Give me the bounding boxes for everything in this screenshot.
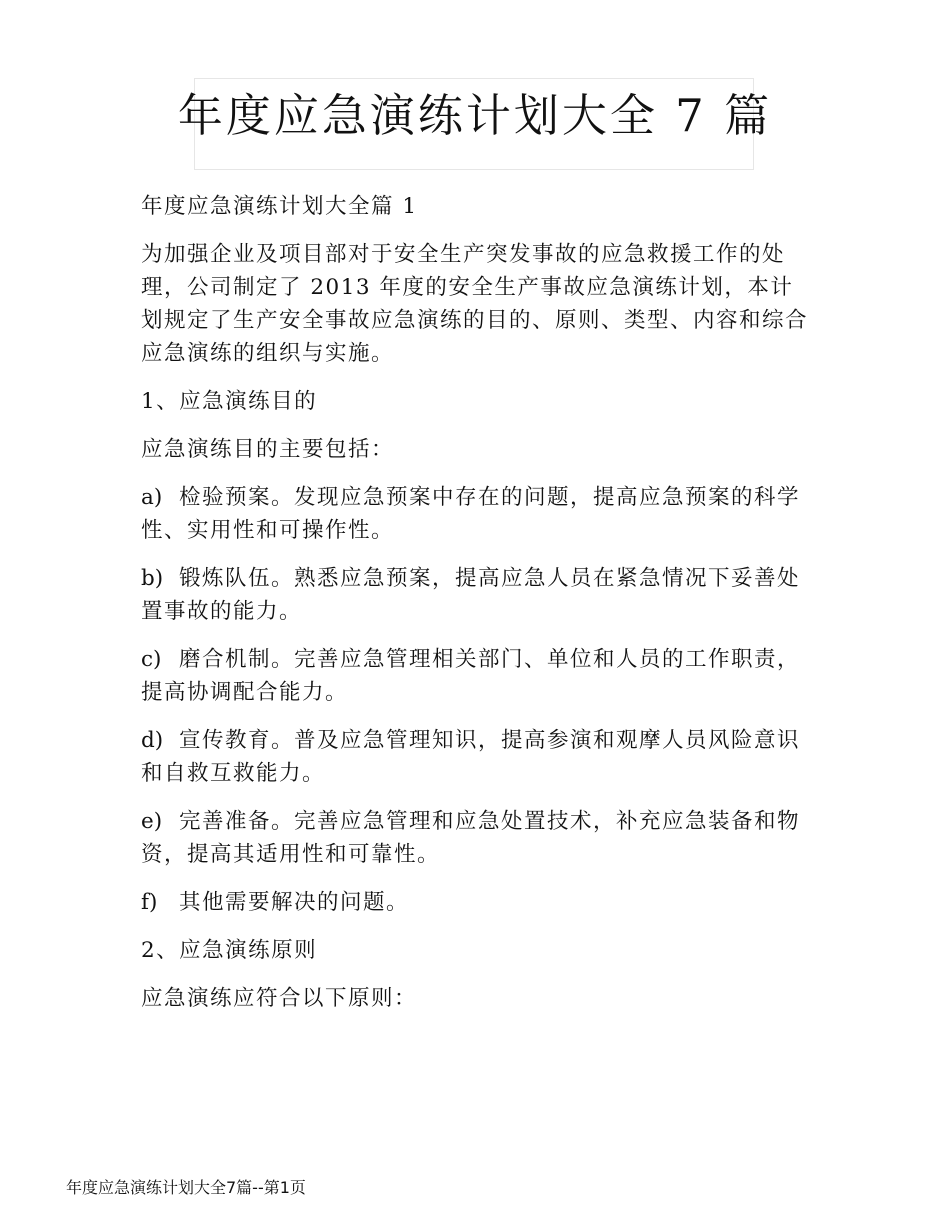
document-title: 年度应急演练计划大全 7 篇 [177,89,773,142]
section2-lead: 应急演练应符合以下原则： [141,986,418,1011]
purpose-item-b [141,562,813,628]
purpose-marker: e) [141,809,163,834]
purpose-text: 磨合机制。完善应急管理相关部门、单位和人员的工作职责，提高协调配合能力。 [141,647,801,705]
section1-lead: 应急演练目的主要包括： [141,437,395,462]
purpose-text: 锻炼队伍。熟悉应急预案，提高应急人员在紧急情况下妥善处置事故的能力。 [141,566,801,624]
section-heading: 年度应急演练计划大全篇 1 [141,194,418,219]
purpose-marker: d) [141,728,164,753]
section1-title: 1、应急演练目的 [141,389,318,414]
purpose-marker: a) [141,485,163,510]
intro-paragraph: 为加强企业及项目部对于安全生产突发事故的应急救援工作的处理，公司制定了 2013 年度的安全生产事故应急演练计划，本计划规定了生产安全事故应急演练的目的、原则、类型、内容和综合应急演练的组织与实施。 [141,242,809,366]
purpose-marker: c) [141,647,162,672]
page-footer: 年度应急演练计划大全7篇--第1页 [66,1178,306,1197]
purpose-text: 检验预案。发现应急预案中存在的问题，提高应急预案的科学性、实用性和可操作性。 [141,485,801,543]
document-body [141,190,813,1030]
purpose-item-c [141,643,813,709]
purpose-text: 宣传教育。普及应急管理知识，提高参演和观摩人员风险意识和自救互救能力。 [141,728,801,786]
purpose-item-a [141,481,813,547]
purpose-marker: f) [141,890,158,915]
purpose-item-d [141,724,813,790]
purpose-marker: b) [141,566,164,591]
purpose-item-f [141,886,813,919]
section2-title: 2、应急演练原则 [141,938,318,963]
purpose-text: 其他需要解决的问题。 [179,890,410,915]
purpose-text: 完善准备。完善应急管理和应急处置技术，补充应急装备和物资，提高其适用性和可靠性。 [141,809,801,867]
purpose-item-e [141,805,813,871]
